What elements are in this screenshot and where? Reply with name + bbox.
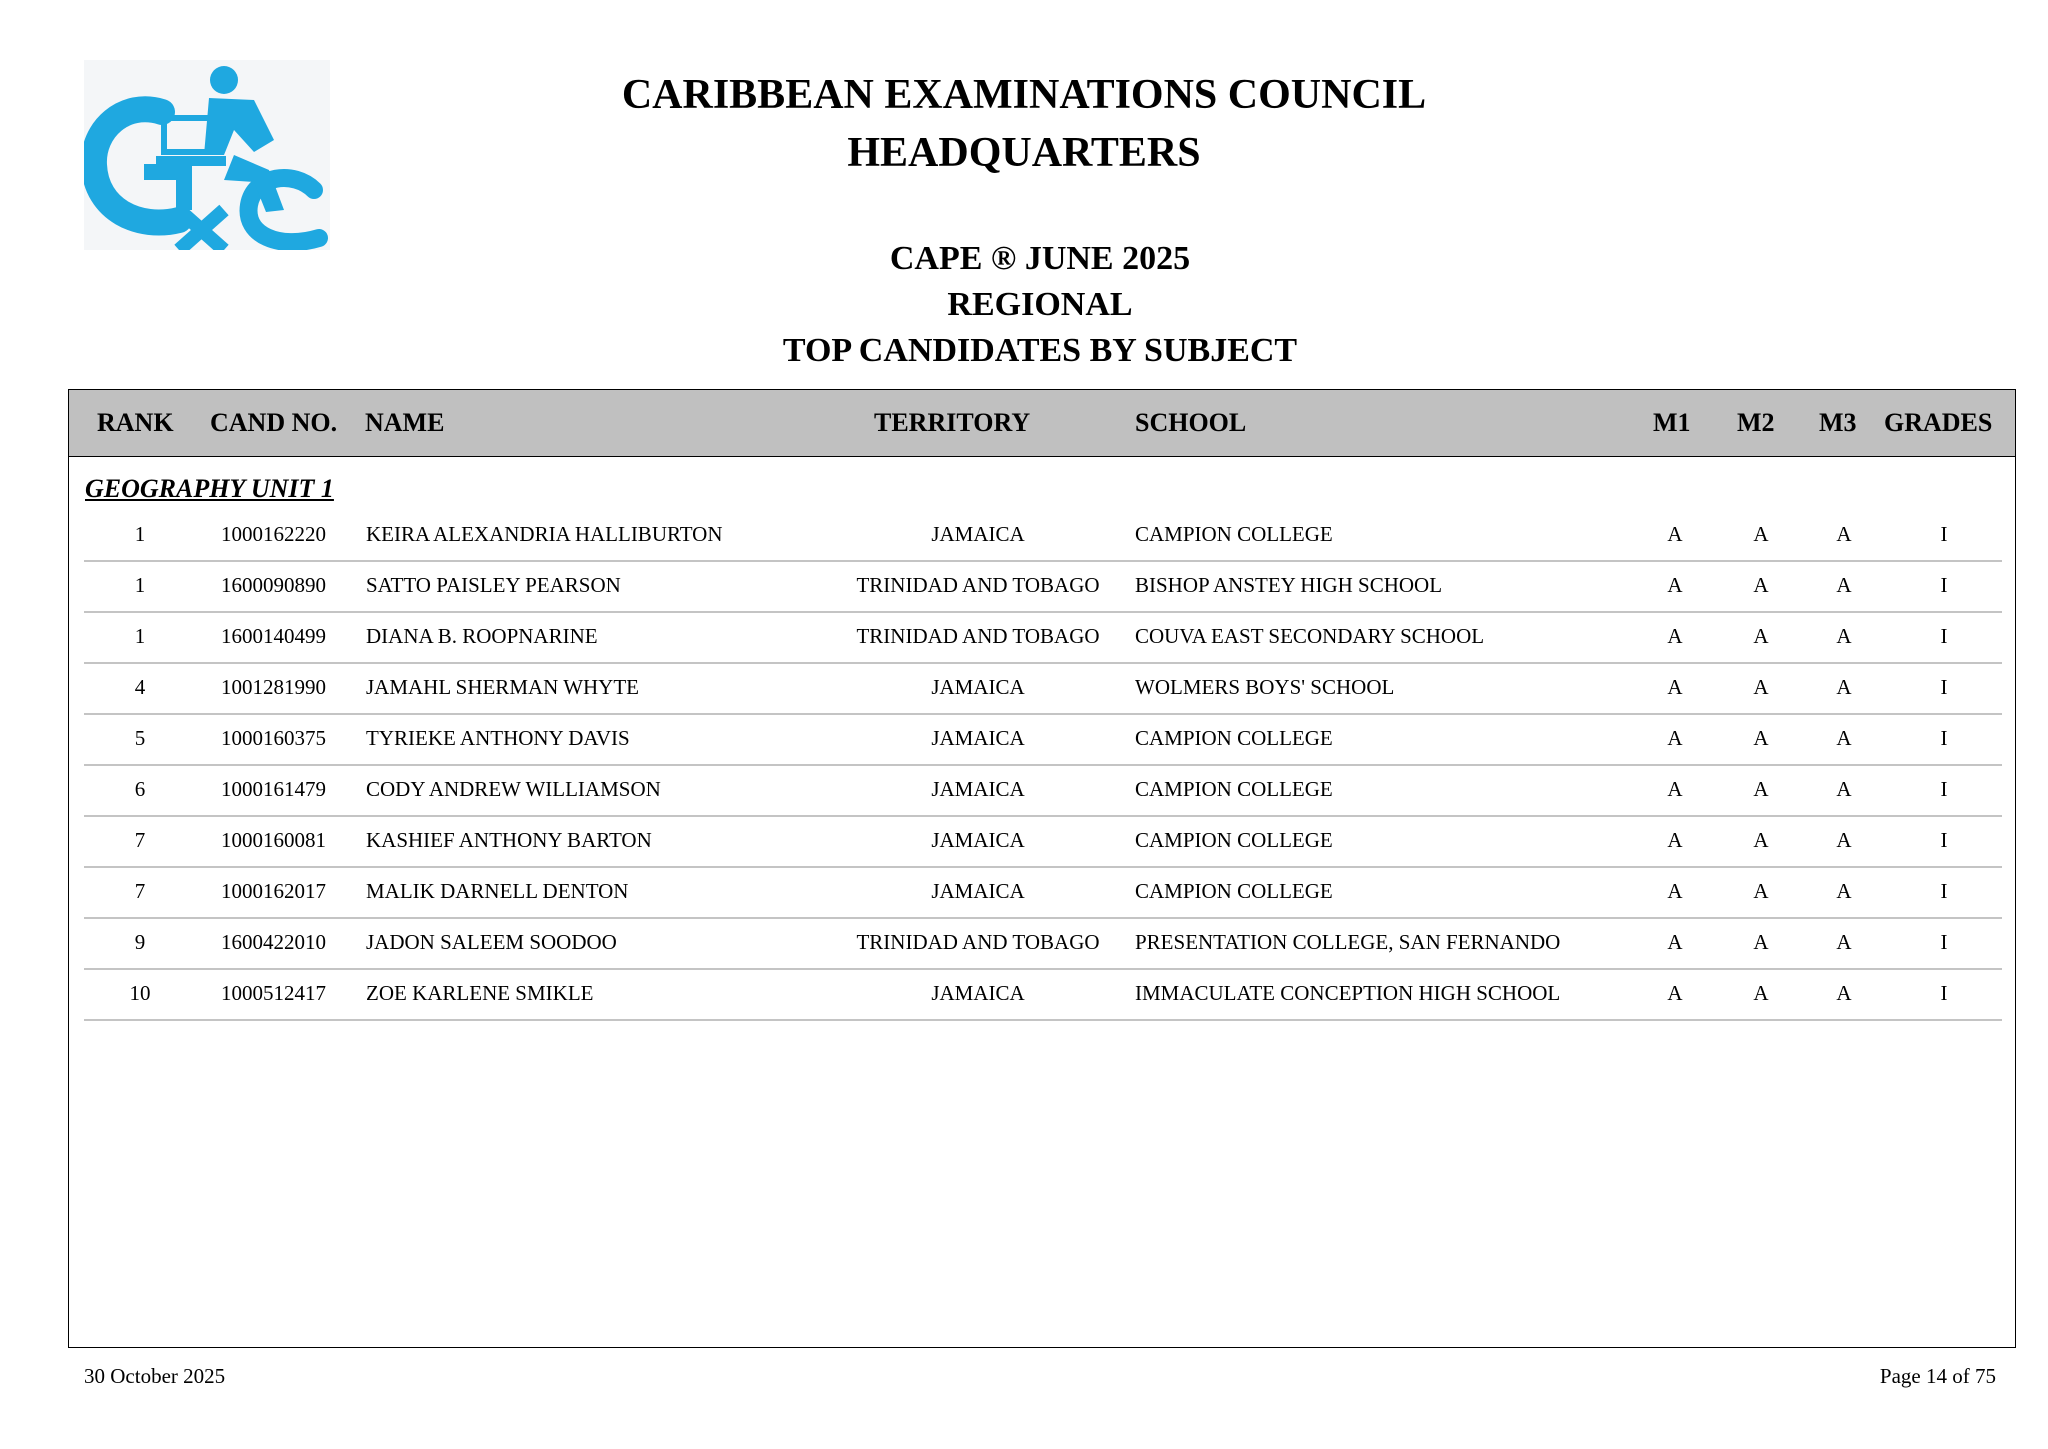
m3-cell: A xyxy=(1836,981,1852,1005)
m1-cell: A xyxy=(1667,675,1683,699)
rank-cell: 5 xyxy=(134,726,146,750)
m3-cell: A xyxy=(1836,675,1852,699)
territory-cell: JAMAICA xyxy=(931,777,1025,801)
col-name: NAME xyxy=(365,408,445,437)
territory-cell: JAMAICA xyxy=(931,522,1025,546)
report-scope: REGIONAL xyxy=(947,286,1133,323)
table-header xyxy=(69,390,2015,457)
col-m2: M2 xyxy=(1737,408,1775,437)
name-cell: ZOE KARLENE SMIKLE xyxy=(366,981,594,1005)
grade-cell: I xyxy=(1940,981,1948,1005)
rank-cell: 1 xyxy=(134,522,146,546)
report-header xyxy=(0,236,2048,374)
col-rank: RANK xyxy=(97,408,174,437)
territory-cell: TRINIDAD AND TOBAGO xyxy=(856,930,1100,954)
school-cell: WOLMERS BOYS' SCHOOL xyxy=(1135,675,1395,699)
col-grades: GRADES xyxy=(1884,408,1993,437)
rank-cell: 1 xyxy=(134,573,146,597)
rank-cell: 7 xyxy=(134,879,146,903)
name-cell: TYRIEKE ANTHONY DAVIS xyxy=(366,726,630,750)
cand-no-cell: 1600140499 xyxy=(221,624,326,648)
m1-cell: A xyxy=(1667,930,1683,954)
name-cell: KASHIEF ANTHONY BARTON xyxy=(366,828,652,852)
cand-no-cell: 1600090890 xyxy=(221,573,326,597)
m2-cell: A xyxy=(1753,675,1769,699)
name-cell: DIANA B. ROOPNARINE xyxy=(366,624,598,648)
table-row xyxy=(84,868,2002,919)
rank-cell: 1 xyxy=(134,624,146,648)
grade-cell: I xyxy=(1940,522,1948,546)
m1-cell: A xyxy=(1667,573,1683,597)
rank-cell: 4 xyxy=(134,675,146,699)
territory-cell: JAMAICA xyxy=(931,981,1025,1005)
rank-cell: 9 xyxy=(134,930,146,954)
table-row xyxy=(84,970,2002,1021)
name-cell: SATTO PAISLEY PEARSON xyxy=(366,573,621,597)
school-cell: CAMPION COLLEGE xyxy=(1135,828,1333,852)
exam-title: CAPE ® JUNE 2025 xyxy=(889,240,1191,277)
m3-cell: A xyxy=(1836,624,1852,648)
school-cell: CAMPION COLLEGE xyxy=(1135,726,1333,750)
grade-cell: I xyxy=(1940,930,1948,954)
cand-no-cell: 1000160081 xyxy=(221,828,326,852)
cand-no-cell: 1000161479 xyxy=(221,777,326,801)
table-row xyxy=(84,817,2002,868)
territory-cell: JAMAICA xyxy=(931,726,1025,750)
table-row xyxy=(84,919,2002,970)
grade-cell: I xyxy=(1940,573,1948,597)
col-m1: M1 xyxy=(1653,408,1691,437)
col-territory: TERRITORY xyxy=(874,408,1031,437)
m2-cell: A xyxy=(1753,879,1769,903)
m3-cell: A xyxy=(1836,573,1852,597)
m2-cell: A xyxy=(1753,828,1769,852)
footer-date: 30 October 2025 xyxy=(84,1364,226,1388)
table-row xyxy=(84,766,2002,817)
m2-cell: A xyxy=(1753,981,1769,1005)
cand-no-cell: 1000512417 xyxy=(221,981,326,1005)
grade-cell: I xyxy=(1940,726,1948,750)
territory-cell: JAMAICA xyxy=(931,828,1025,852)
name-cell: JADON SALEEM SOODOO xyxy=(366,930,617,954)
school-cell: CAMPION COLLEGE xyxy=(1135,879,1333,903)
name-cell: KEIRA ALEXANDRIA HALLIBURTON xyxy=(366,522,723,546)
table-row xyxy=(84,562,2002,613)
page-number: Page 14 of 75 xyxy=(1879,1364,1996,1388)
m1-cell: A xyxy=(1667,624,1683,648)
page-header xyxy=(0,66,2048,182)
rank-cell: 7 xyxy=(134,828,146,852)
m3-cell: A xyxy=(1836,930,1852,954)
school-cell: COUVA EAST SECONDARY SCHOOL xyxy=(1135,624,1485,648)
m2-cell: A xyxy=(1753,522,1769,546)
name-cell: MALIK DARNELL DENTON xyxy=(366,879,629,903)
m1-cell: A xyxy=(1667,726,1683,750)
m2-cell: A xyxy=(1753,573,1769,597)
results-table xyxy=(68,389,2016,1348)
m3-cell: A xyxy=(1836,879,1852,903)
name-cell: JAMAHL SHERMAN WHYTE xyxy=(366,675,639,699)
table-row xyxy=(84,511,2002,562)
m3-cell: A xyxy=(1836,777,1852,801)
m1-cell: A xyxy=(1667,828,1683,852)
m2-cell: A xyxy=(1753,624,1769,648)
grade-cell: I xyxy=(1940,777,1948,801)
table-row xyxy=(84,613,2002,664)
org-name: CARIBBEAN EXAMINATIONS COUNCIL xyxy=(621,72,1427,118)
cand-no-cell: 1000162017 xyxy=(221,879,326,903)
subject-section-title: GEOGRAPHY UNIT 1 xyxy=(85,474,334,503)
m1-cell: A xyxy=(1667,981,1683,1005)
cand-no-cell: 1000162220 xyxy=(221,522,326,546)
school-cell: CAMPION COLLEGE xyxy=(1135,777,1333,801)
territory-cell: JAMAICA xyxy=(931,879,1025,903)
grade-cell: I xyxy=(1940,624,1948,648)
m1-cell: A xyxy=(1667,777,1683,801)
cand-no-cell: 1001281990 xyxy=(221,675,326,699)
col-m3: M3 xyxy=(1819,408,1857,437)
name-cell: CODY ANDREW WILLIAMSON xyxy=(366,777,661,801)
territory-cell: TRINIDAD AND TOBAGO xyxy=(856,624,1100,648)
org-subtitle: HEADQUARTERS xyxy=(847,130,1201,176)
m2-cell: A xyxy=(1753,777,1769,801)
territory-cell: JAMAICA xyxy=(931,675,1025,699)
cand-no-cell: 1000160375 xyxy=(221,726,326,750)
m1-cell: A xyxy=(1667,522,1683,546)
m3-cell: A xyxy=(1836,828,1852,852)
table-row xyxy=(84,715,2002,766)
school-cell: PRESENTATION COLLEGE, SAN FERNANDO xyxy=(1135,930,1561,954)
school-cell: CAMPION COLLEGE xyxy=(1135,522,1333,546)
school-cell: BISHOP ANSTEY HIGH SCHOOL xyxy=(1135,573,1443,597)
grade-cell: I xyxy=(1940,675,1948,699)
m2-cell: A xyxy=(1753,930,1769,954)
rank-cell: 6 xyxy=(134,777,146,801)
rank-cell: 10 xyxy=(129,981,151,1005)
cand-no-cell: 1600422010 xyxy=(221,930,326,954)
col-school: SCHOOL xyxy=(1135,408,1247,437)
m2-cell: A xyxy=(1753,726,1769,750)
grade-cell: I xyxy=(1940,828,1948,852)
m1-cell: A xyxy=(1667,879,1683,903)
col-cand-no: CAND NO. xyxy=(210,408,338,437)
report-title: TOP CANDIDATES BY SUBJECT xyxy=(782,332,1298,369)
m3-cell: A xyxy=(1836,522,1852,546)
grade-cell: I xyxy=(1940,879,1948,903)
table-row xyxy=(84,664,2002,715)
m3-cell: A xyxy=(1836,726,1852,750)
school-cell: IMMACULATE CONCEPTION HIGH SCHOOL xyxy=(1135,981,1561,1005)
territory-cell: TRINIDAD AND TOBAGO xyxy=(856,573,1100,597)
